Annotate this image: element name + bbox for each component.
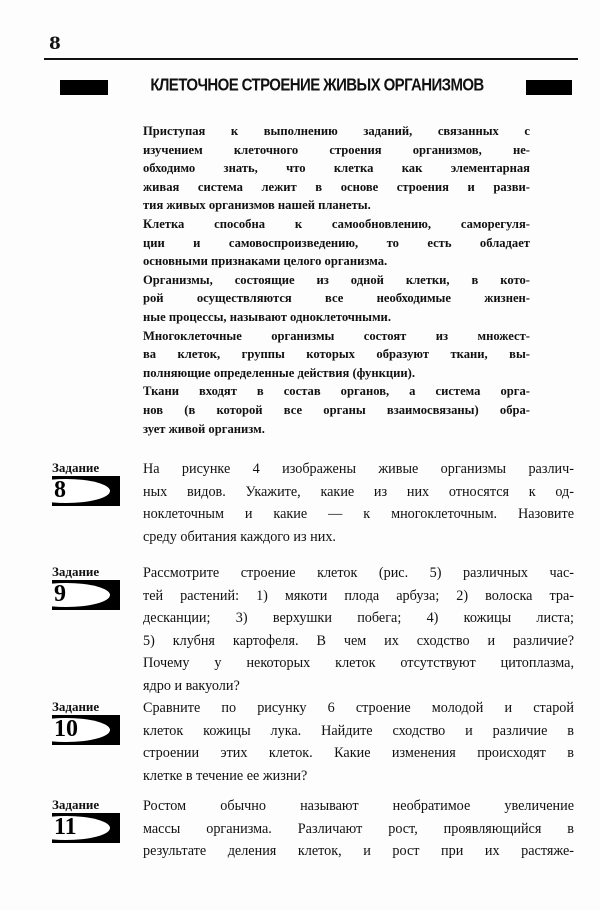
intro-line: ные процессы, называют одноклеточными. (143, 309, 391, 324)
task-line: клетке в течение ее жизни? (143, 767, 308, 784)
task-number-badge (52, 715, 120, 745)
task-number-badge (52, 580, 120, 610)
task-line: строении этих клеток. Какие изменения происходят в (143, 745, 574, 762)
intro-line: полняющие определенные действия (функции). (143, 365, 415, 380)
intro-line: нов (в которой все органы взаимосвязаны) обра- (143, 402, 530, 417)
task-line: массы организма. Различают рост, проявляющийся в (143, 820, 574, 837)
task-line: Рассмотрите строение клеток (рис. 5) различных час- (143, 565, 574, 581)
task-number: 11 (54, 814, 77, 840)
task-text (143, 458, 574, 548)
chapter-title: КЛЕТОЧНОЕ СТРОЕНИЕ ЖИВЫХ ОРГАНИЗМОВ (150, 75, 484, 96)
task-number-badge (52, 813, 120, 843)
task-label: Задание (52, 699, 100, 714)
task-text (143, 795, 574, 863)
task-number: 10 (54, 716, 78, 742)
task-line: тей растений: 1) мякоти плода арбуза; 2) волоска тра- (143, 587, 574, 604)
intro-line: основными признаками целого организма. (143, 254, 388, 269)
task-line: 5) клубня картофеля. В чем их сходство и различие? (143, 632, 574, 649)
intro-line: Организмы, состоящие из одной клетки, в кото- (143, 272, 530, 287)
task-line: десканции; 3) верхушки побега; 4) кожицы листа; (143, 610, 574, 627)
task-line: На рисунке 4 изображены живые организмы различ- (143, 461, 574, 477)
intro-text (143, 122, 530, 438)
intro-line: ции и самовоспроизведению, то есть обладает (143, 235, 530, 250)
intro-line: ва клеток, группы которых образуют ткани, вы- (143, 347, 530, 362)
task-line: Сравните по рисунку 6 строение молодой и старой (143, 700, 574, 716)
intro-line: Клетка способна к самообновлению, саморегуля- (143, 216, 530, 231)
task-text (143, 697, 574, 787)
intro-line: изучением клеточного строения организмов, не- (143, 142, 530, 157)
intro-line: Ткани входят в состав органов, а система орга- (143, 384, 530, 399)
page-number: 8 (49, 34, 61, 54)
task-number: 9 (54, 581, 66, 607)
task-number: 8 (54, 477, 66, 503)
intro-line: Приступая к выполнению заданий, связанных с (143, 124, 530, 138)
intro-line: обходимо знать, что клетка как элементарная (143, 161, 530, 176)
task-line: ядро и вакуоли? (143, 677, 240, 694)
task-text (143, 562, 574, 698)
task-line: Ростом обычно называют необратимое увеличение (143, 798, 574, 814)
header-bar-left (60, 80, 108, 95)
task-label: Задание (52, 460, 100, 475)
task-line: Почему у некоторых клеток отсутствуют цитоплазма, (143, 655, 574, 672)
intro-line: рой осуществляются все необходимые жизнен- (143, 291, 530, 306)
intro-line: Многоклеточные организмы состоят из множест- (143, 328, 530, 343)
task-label: Задание (52, 564, 100, 579)
task-number-badge (52, 476, 120, 506)
task-line: среду обитания каждого из них. (143, 528, 336, 545)
intro-line: живая система лежит в основе строения и разви- (143, 179, 530, 194)
task-label: Задание (52, 797, 100, 812)
intro-line: зует живой организм. (143, 421, 265, 436)
task-line: результате деления клеток, и рост при их растяже- (143, 843, 574, 860)
task-line: ных видов. Укажите, какие из них относятся к од- (143, 483, 574, 500)
task-line: клеток кожицы лука. Найдите сходство и различие в (143, 722, 574, 739)
intro-line: тия живых организмов нашей планеты. (143, 198, 371, 213)
task-line: ноклеточным и какие — к многоклеточным. Назовите (143, 506, 574, 523)
header-bar-right (526, 80, 572, 95)
header-rule (44, 58, 578, 60)
